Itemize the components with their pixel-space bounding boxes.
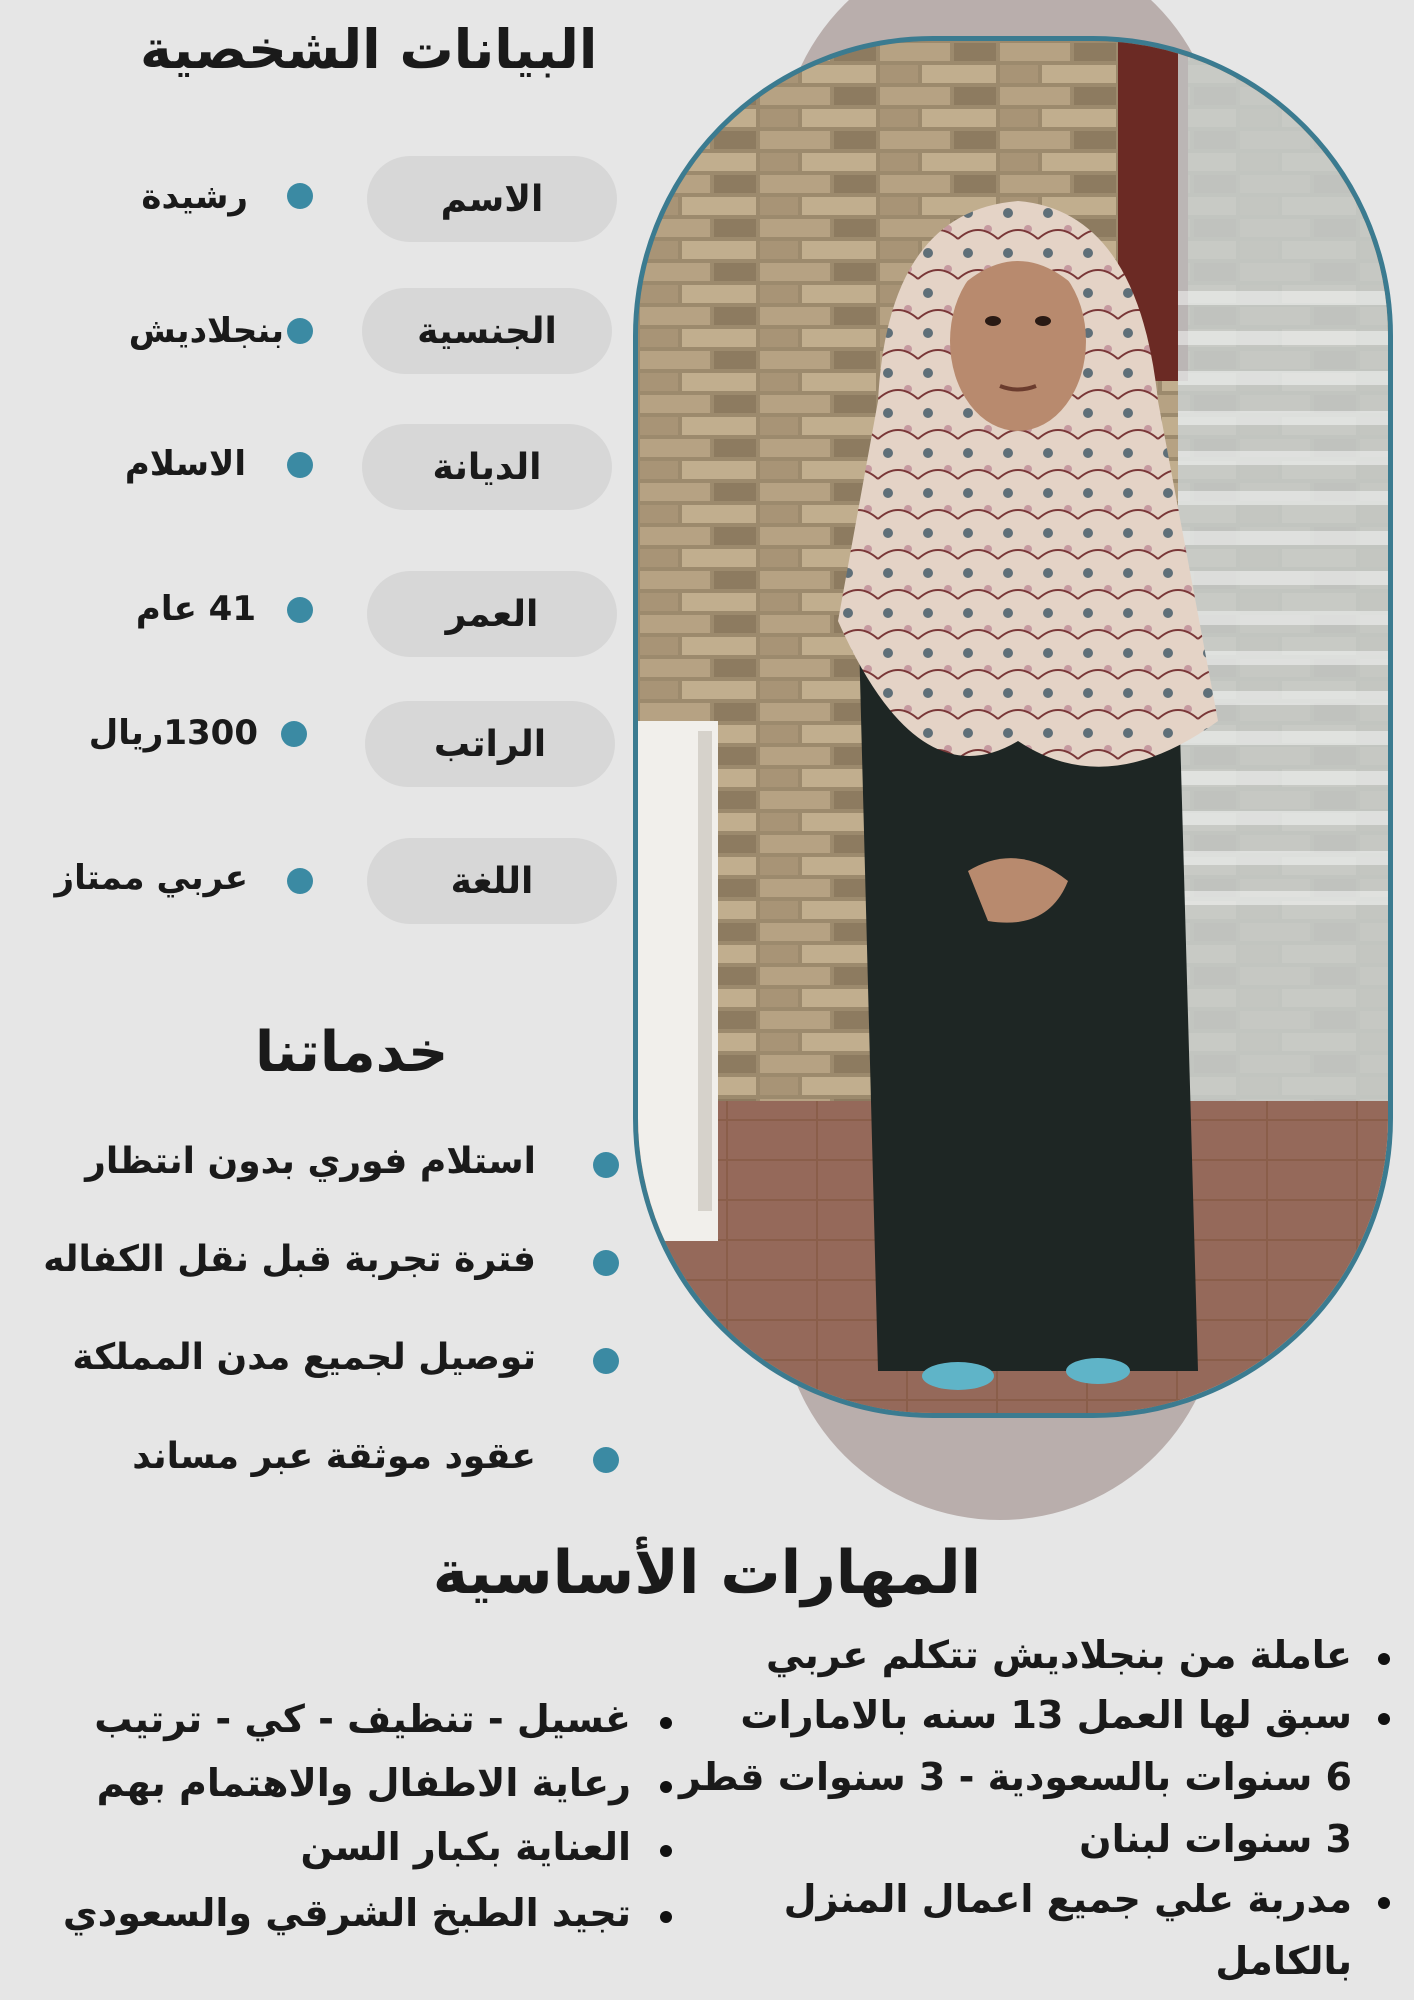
bullet-icon	[660, 1911, 672, 1923]
skill-item: عاملة من بنجلاديش تتكلم عربي	[766, 1633, 1352, 1677]
bullet-icon	[287, 318, 313, 344]
bullet-icon	[287, 597, 313, 623]
skills-title: المهارات الأساسية	[432, 1538, 982, 1608]
label-age: العمر	[367, 571, 617, 657]
value-language: عربي ممتاز	[54, 858, 248, 898]
label-language: اللغة	[367, 838, 617, 924]
service-item: توصيل لجميع مدن المملكة	[72, 1337, 536, 1378]
person-photo-icon	[638, 41, 1388, 1413]
skill-item: رعاية الاطفال والاهتمام بهم	[96, 1761, 631, 1805]
value-age: 41 عام	[135, 589, 256, 629]
skill-item: 6 سنوات بالسعودية - 3 سنوات قطر	[679, 1755, 1352, 1799]
skill-item: تجيد الطبخ الشرقي والسعودي	[62, 1891, 631, 1935]
bullet-icon	[281, 721, 307, 747]
bullet-icon	[593, 1348, 619, 1374]
bullet-icon	[287, 868, 313, 894]
skill-item: مدربة علي جميع اعمال المنزل	[783, 1877, 1352, 1921]
skill-item: غسيل - تنظيف - كي - ترتيب	[94, 1697, 631, 1741]
skill-item: سبق لها العمل 13 سنه بالامارات	[740, 1693, 1352, 1737]
bullet-icon	[287, 183, 313, 209]
worker-photo	[633, 36, 1393, 1418]
bullet-icon	[660, 1845, 672, 1857]
label-name: الاسم	[367, 156, 617, 242]
bullet-icon	[660, 1717, 672, 1729]
skill-item: العناية بكبار السن	[300, 1825, 631, 1869]
service-item: استلام فوري بدون انتظار	[85, 1141, 536, 1182]
value-religion: الاسلام	[124, 444, 246, 484]
service-item: فترة تجربة قبل نقل الكفاله	[43, 1239, 536, 1280]
bullet-icon	[287, 452, 313, 478]
services-title: خدماتنا	[255, 1020, 449, 1085]
bullet-icon	[1378, 1897, 1390, 1909]
skill-item-continued: بالكامل	[1215, 1939, 1352, 1983]
bullet-icon	[1378, 1653, 1390, 1665]
value-name: رشيدة	[141, 177, 248, 217]
label-religion: الديانة	[362, 424, 612, 510]
bullet-icon	[593, 1152, 619, 1178]
label-nationality: الجنسية	[362, 288, 612, 374]
bullet-icon	[1378, 1713, 1390, 1725]
value-salary: 1300ريال	[88, 713, 258, 753]
bullet-icon	[593, 1250, 619, 1276]
service-item: عقود موثقة عبر مساند	[132, 1436, 536, 1477]
bullet-icon	[593, 1447, 619, 1473]
personal-data-title: البيانات الشخصية	[140, 18, 598, 81]
label-salary: الراتب	[365, 701, 615, 787]
value-nationality: بنجلاديش	[128, 311, 284, 351]
bullet-icon	[660, 1781, 672, 1793]
skill-item: 3 سنوات لبنان	[1079, 1817, 1352, 1861]
